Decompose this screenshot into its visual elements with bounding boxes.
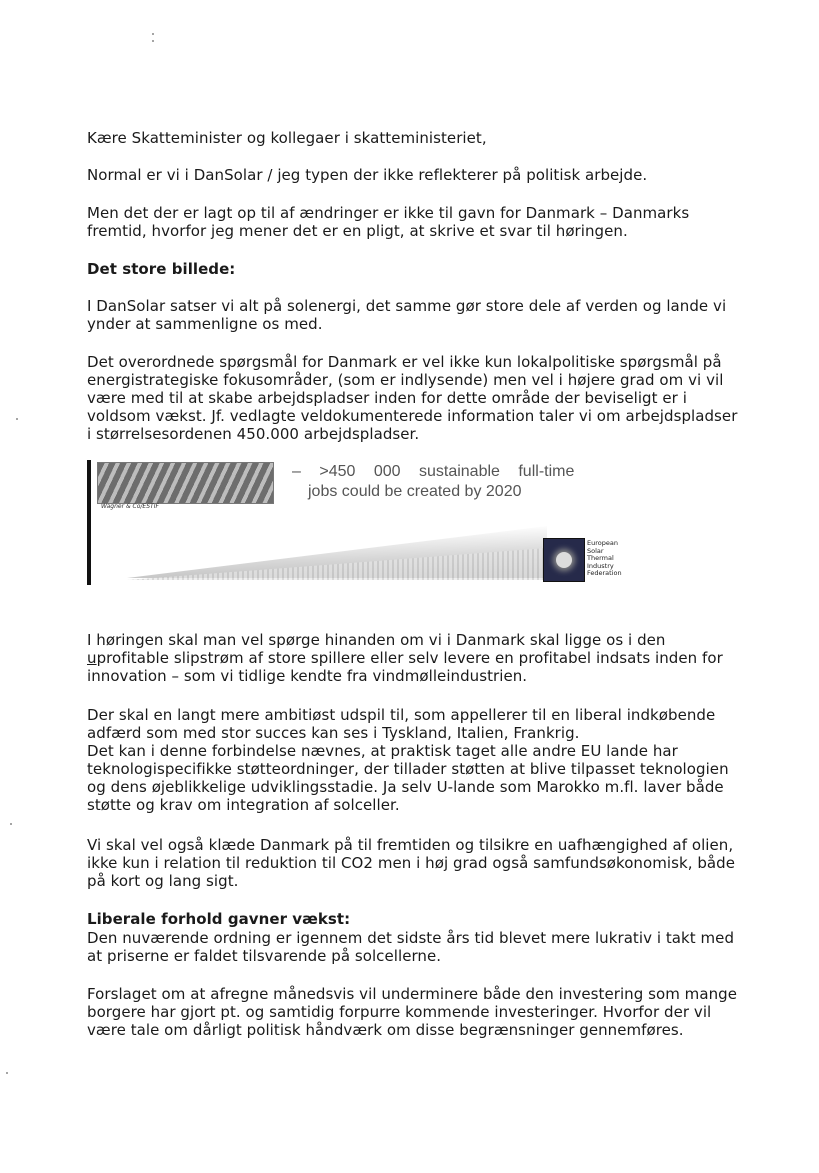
scan-speck	[10, 823, 12, 825]
jobs-statement-line2: jobs could be created by 2020	[308, 483, 522, 500]
estif-logo	[543, 538, 585, 582]
embedded-solar-jobs-image	[87, 460, 632, 585]
scan-speck	[6, 1072, 8, 1074]
photo-credit: Wagner & Co/ESTIF	[101, 503, 159, 510]
scan-speck	[16, 418, 18, 420]
paragraph-ambition: Der skal en langt mere ambitiøst udspil til, som appellerer til en liberal indkøbende adfærd som med stor succes kan ses i Tyskland, Italien, Frankrig. Det kan i denne forbindelse nævnes, at praktisk taget alle andre EU lande har teknologispecifikke støtteordninger, der tillader støtten at blive tilpasset teknologien og dens øjeblikkelige udviklingsstadie. Ja selv U-lande som Marokko m.fl. laver både støtte og krav om integration af solceller.	[87, 706, 729, 814]
scan-speck	[152, 40, 154, 42]
heading-big-picture: Det store billede:	[87, 260, 236, 278]
estif-logo-text: European Solar Thermal Industry Federation	[587, 539, 622, 577]
paragraph-reason: Men det der er lagt op til af ændringer er ikke til gavn for Danmark – Danmarks fremtid, hvorfor jeg mener det er en pligt, at skrive et svar til høringen.	[87, 204, 690, 240]
paragraph-jobs: Det overordnede spørgsmål for Danmark er vel ikke kun lokalpolitiske spørgsmål på energistrategiske fokusområder, (som er indlysende) men vel i højere grad om vi vil være med til at skabe arbejdspladser inden for dette område der beviseligt er i voldsom vækst. Jf. vedlagte veldokumenterede information taler vi om arbejdspladser i størrelsesordenen 450.000 arbejdspladser.	[87, 353, 738, 443]
image-left-border	[87, 460, 91, 585]
jobs-statement	[292, 462, 574, 502]
heading-liberal-conditions: Liberale forhold gavner vækst:	[87, 910, 351, 928]
scan-speck	[152, 33, 154, 35]
paragraph-current-scheme: Den nuværende ordning er igennem det sidste års tid blevet mere lukrativ i takt med at priserne er faldet tilsvarende på solcellerne.	[87, 929, 735, 965]
paragraph-proposal: Forslaget om at afregne månedsvis vil underminere både den investering som mange borgere har gjort pt. og samtidig forpurre kommende investeringer. Hvorfor der vil være tale om dårligt politisk håndværk om disse begrænsninger gennemføres.	[87, 985, 737, 1039]
jobs-statement-line1: – >450 000 sustainable full-time	[292, 463, 575, 480]
sun-icon	[556, 552, 572, 568]
paragraph-consultation: I høringen skal man vel spørge hinanden om vi i Danmark skal ligge os i den uprofitable slipstrøm af store spillere eller selv levere en profitabel indsats inden for innovation – som vi tidlige kendte fra vindmølleindustrien.	[87, 631, 723, 685]
solar-panel-photo	[97, 462, 274, 504]
paragraph-intro: Normal er vi i DanSolar / jeg typen der ikke reflekterer på politisk arbejde.	[87, 166, 648, 184]
paragraph-future: Vi skal vel også klæde Danmark på til fremtiden og tilsikre en uafhængighed af olien, ikke kun i relation til reduktion til CO2 men i høj grad også samfundsøkonomisk, både på kort og lang sigt.	[87, 836, 735, 890]
paragraph-dansolar: I DanSolar satser vi alt på solenergi, det samme gør store dele af verden og lande vi ynder at sammenligne os med.	[87, 297, 727, 333]
greeting: Kære Skatteminister og kollegaer i skatteministeriet,	[87, 129, 487, 147]
